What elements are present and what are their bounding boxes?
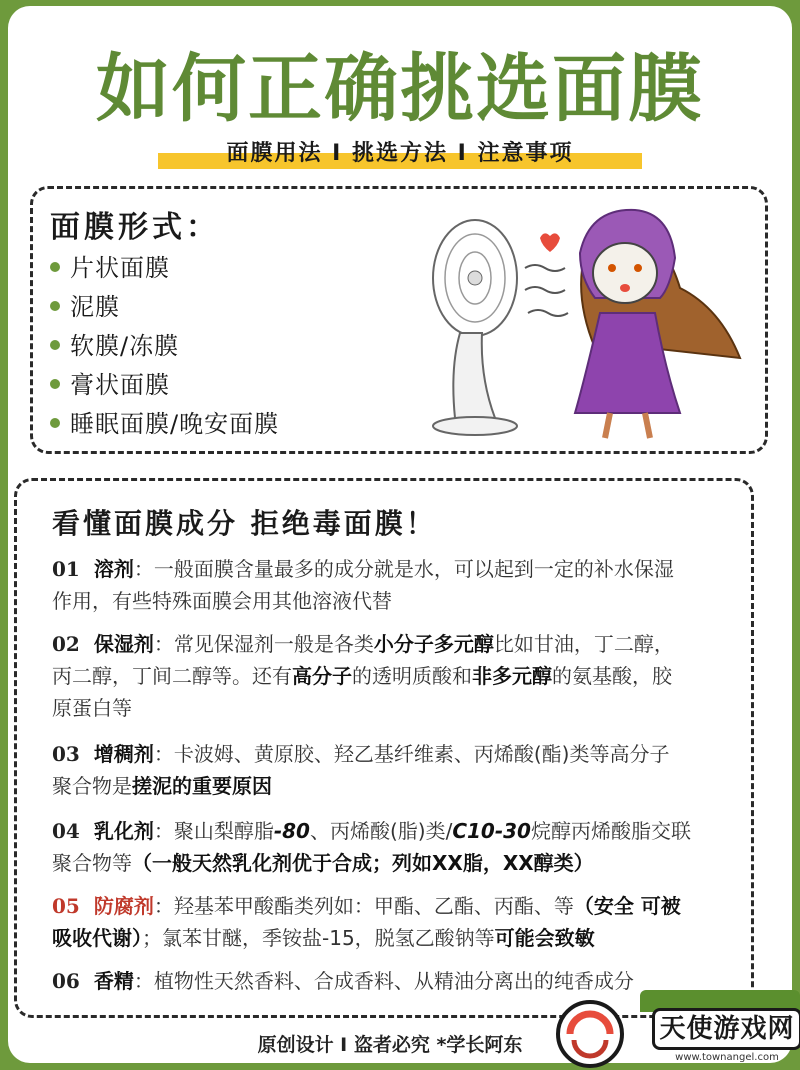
subtitle-banner: [158, 136, 642, 170]
ingredients-heading: 看懂面膜成分 拒绝毒面膜！: [52, 507, 437, 540]
fan-icon: [433, 220, 517, 435]
ingredient-02: 02 保湿剂：常见保湿剂一般是各类小分子多元醇比如甘油，丁二醇， 丙二醇，丁间二醇等。还有高分子的透明质酸和非多元醇的氨基酸，胶 原蛋白等: [52, 632, 674, 720]
mask-forms-list: [50, 250, 279, 445]
bullet-icon: [50, 301, 60, 311]
footer-credit: 原创设计 I 盗者必究 *学长阿东: [257, 1034, 523, 1056]
ingredient-01: 01 溶剂：一般面膜含量最多的成分就是水，可以起到一定的补水保湿 作用，有些特殊面膜会用其他溶液代替: [52, 557, 674, 613]
ingredient-06: 06 香精：植物性天然香料、合成香料、从精油分离出的纯香成分: [52, 969, 634, 993]
heart-icon: [540, 233, 560, 252]
list-item: 泥膜: [50, 289, 279, 328]
watermark-url: www.townangel.com: [675, 1052, 779, 1063]
bullet-icon: [50, 340, 60, 350]
bullet-icon: [50, 418, 60, 428]
ingredient-03: 03 增稠剂：卡波姆、黄原胶、羟乙基纤维素、丙烯酸(酯)类等高分子 聚合物是搓泥的重要原因: [52, 742, 670, 798]
list-item: 膏状面膜: [50, 367, 279, 406]
subtitle-text: 面膜用法 I 挑选方法 I 注意事项: [226, 141, 574, 166]
page-title: 如何正确挑选面膜: [96, 46, 704, 132]
girl-with-fan-illustration: [420, 198, 750, 448]
wind-icon: [525, 265, 568, 316]
ingredient-04: 04 乳化剂：聚山梨醇脂-80、丙烯酸(脂)类/C10-30烷醇丙烯酸脂交联 聚合物等（一般天然乳化剂优于合成；列如XX脂，XX醇类）: [52, 819, 691, 875]
watermark-text: 天使游戏网: [652, 1008, 800, 1050]
bullet-icon: [50, 262, 60, 272]
list-item: 睡眠面膜/晚安面膜: [50, 406, 279, 445]
list-item: 片状面膜: [50, 250, 279, 289]
bullet-icon: [50, 379, 60, 389]
mask-forms-heading: 面膜形式：: [50, 210, 220, 245]
ingredient-05: 05 防腐剂：羟基苯甲酸酯类列如：甲酯、乙酯、丙酯、等（安全 可被 吸收代谢）；氯苯甘醚，季铵盐-15，脱氢乙酸钠等可能会致敏: [52, 894, 681, 950]
watermark-logo-icon: [548, 990, 638, 1070]
list-item: 软膜/冻膜: [50, 328, 279, 367]
